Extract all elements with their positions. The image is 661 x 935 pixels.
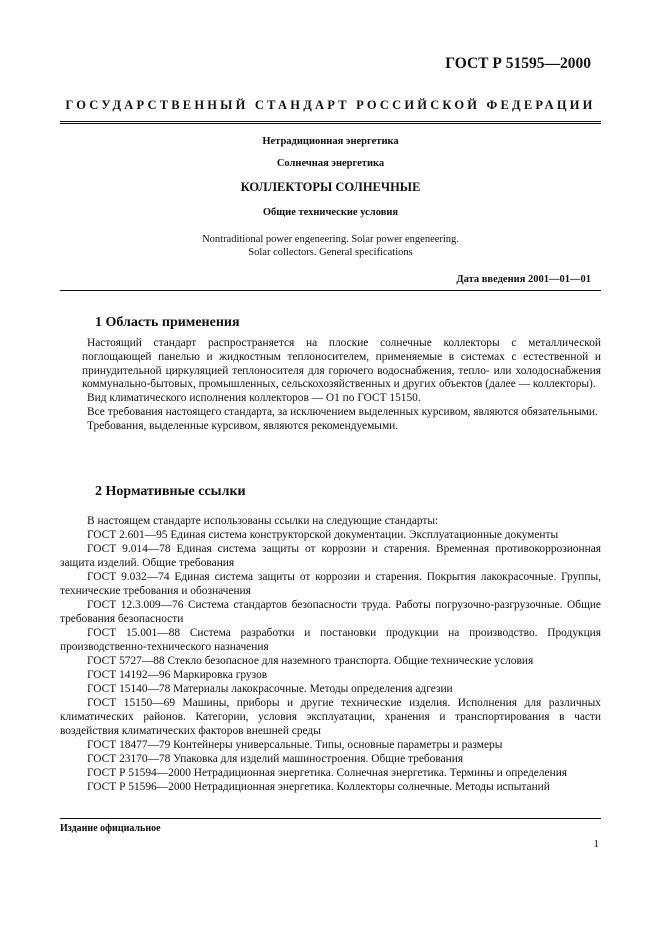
reference-item: ГОСТ 9.032—74 Единая система защиты от коррозии и старения. Покрытия лакокрасочные. Группы, технические требования и обозначения <box>60 571 601 597</box>
recommended-paragraph: Требования, выделенные курсивом, являются рекомендуемыми. <box>87 419 399 432</box>
reference-item: ГОСТ 9.014—78 Единая система защиты от коррозии и старения. Временная противокоррозионная защита изделий. Общие требования <box>60 543 601 569</box>
english-title-line-1: Nontraditional power engeneering. Solar power engeneering. <box>202 234 459 245</box>
reference-item: ГОСТ 23170—78 Упаковка для изделий машиностроения. Общие требования <box>87 753 464 765</box>
section-1-body <box>82 337 601 434</box>
reference-item: ГОСТ 2.601—95 Единая система конструкторской документации. Эксплуатационные документы <box>87 529 559 541</box>
title-rule-bottom <box>60 123 601 124</box>
reference-item: ГОСТ Р 51596—2000 Нетрадиционная энергетика. Коллекторы солнечные. Методы испытаний <box>87 781 550 793</box>
category-line: Нетрадиционная энергетика <box>262 136 399 147</box>
reference-item: ГОСТ 15140—78 Материалы лакокрасочные. Методы определения адгезии <box>87 683 453 695</box>
state-standard-title: ГОСУДАРСТВЕННЫЙ СТАНДАРТ РОССИЙСКОЙ ФЕДЕРАЦИИ <box>65 98 596 112</box>
reference-item: ГОСТ 15150—69 Машины, приборы и другие технические изделия. Исполнения для различных климатических районов. Категории, условия эксплуатации, хранения и транспортирования в части воздействия климатических факторов внешней среды <box>60 697 601 737</box>
reference-item: ГОСТ 15.001—88 Система разработки и постановки продукции на производство. Продукция производственно-технического назначения <box>60 627 601 653</box>
page-number: 1 <box>593 838 599 850</box>
introduction-date: Дата введения 2001—01—01 <box>456 274 591 285</box>
footer-rule <box>60 818 601 819</box>
date-rule <box>60 290 601 291</box>
scope-paragraph: Настоящий стандарт распространяется на плоские солнечные коллекторы с металлической поглощающей панелью и жидкостным теплоносителем, применяемые в системах с естественной и принудительной циркуляцией теплоносителя для горючего водоснабжения, тепло- или холодоснабжения коммунально-бытовых, промышленных, сельскохозяйственных и других объектов (далее — коллекторы). <box>82 337 601 391</box>
section-1-heading: 1 Область применения <box>95 315 240 330</box>
document-code: ГОСТ Р 51595—2000 <box>445 55 591 72</box>
reference-item: ГОСТ 18477—79 Контейнеры универсальные. Типы, основные параметры и размеры <box>87 739 503 751</box>
document-subtitle: Общие технические условия <box>262 207 399 218</box>
edition-label: Издание официальное <box>60 823 161 834</box>
references-intro: В настоящем стандарте использованы ссылки на следующие стандарты: <box>87 515 439 527</box>
subcategory-line: Солнечная энергетика <box>276 158 385 169</box>
reference-item: ГОСТ 12.3.009—76 Система стандартов безопасности труда. Работы погрузочно-разгрузочные. Общие требования безопасности <box>60 599 601 625</box>
references-list <box>60 514 601 794</box>
mandatory-paragraph: Все требования настоящего стандарта, за исключением выделенных курсивом, являются обязательными. <box>87 405 598 418</box>
reference-item: ГОСТ Р 51594—2000 Нетрадиционная энергетика. Солнечная энергетика. Термины и определения <box>87 767 568 779</box>
climate-paragraph: Вид климатического исполнения коллекторов — О1 по ГОСТ 15150. <box>87 392 421 405</box>
reference-item: ГОСТ 14192—96 Маркировка грузов <box>87 669 268 681</box>
reference-item: ГОСТ 5727—88 Стекло безопасное для наземного транспорта. Общие технические условия <box>87 655 534 667</box>
english-title-line-2: Solar collectors. General specifications <box>248 247 413 258</box>
section-2-heading: 2 Нормативные ссылки <box>95 484 246 499</box>
document-title: КОЛЛЕКТОРЫ СОЛНЕЧНЫЕ <box>240 180 421 194</box>
title-rule-top <box>60 121 601 122</box>
